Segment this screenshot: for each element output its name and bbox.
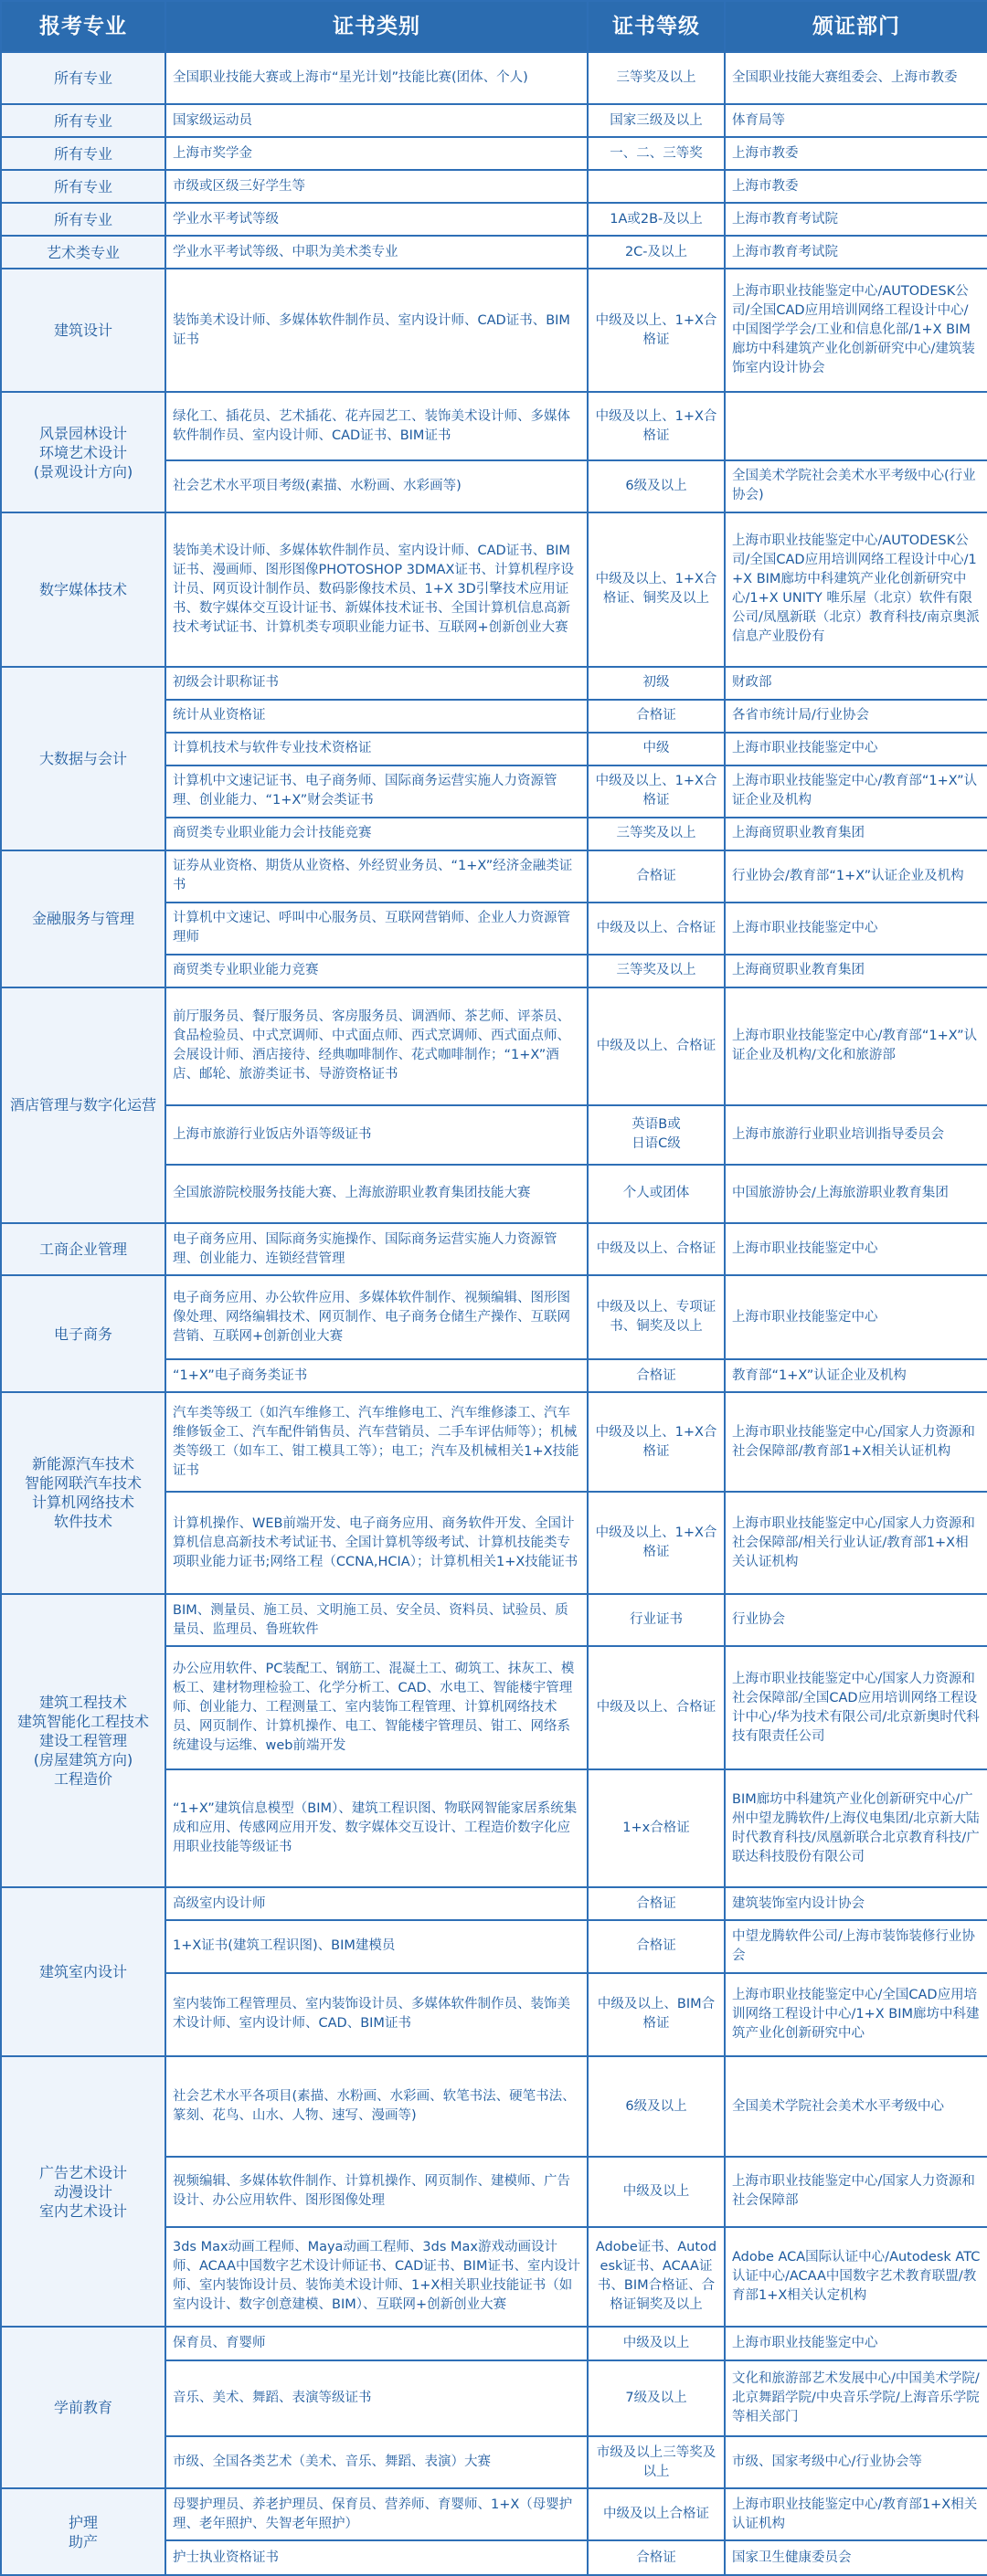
cell-cert-type: 初级会计职称证书 — [165, 667, 588, 700]
cell-issuer: 中国旅游协会/上海旅游职业教育集团 — [725, 1165, 987, 1224]
cell-cert-type: 1+X证书(建筑工程识图)、BIM建模员 — [165, 1920, 588, 1972]
cell-cert-type: 国家级运动员 — [165, 104, 588, 137]
cell-cert-level: 2C-及以上 — [588, 236, 725, 269]
table-row — [1, 1223, 987, 1275]
table-row — [1, 104, 987, 137]
cell-cert-level: 中级及以上、1+X合格证 — [588, 765, 725, 818]
cell-cert-type: 商贸类专业职业能力竞赛 — [165, 955, 588, 987]
cell-cert-level: 中级 — [588, 733, 725, 765]
table-row — [1, 2488, 987, 2540]
cell-issuer: 上海市职业技能鉴定中心/教育部“1+X”认证企业及机构/文化和旅游部 — [725, 987, 987, 1105]
table-row — [1, 1887, 987, 1920]
cell-cert-level: Adobe证书、Autodesk证书、ACAA证书、BIM合格证、合格证铜奖及以上 — [588, 2227, 725, 2327]
table-row — [1, 52, 987, 104]
table-body — [1, 52, 987, 2575]
cell-cert-level: 中级及以上 — [588, 2327, 725, 2360]
cell-cert-type: 室内装饰工程管理员、室内装饰设计员、多媒体软件制作员、装饰美术设计师、室内设计师、CAD、BIM证书 — [165, 1973, 588, 2057]
cell-cert-type: 护士执业资格证书 — [165, 2540, 588, 2575]
cell-cert-type: “1+X”电子商务类证书 — [165, 1359, 588, 1392]
cell-cert-type: 全国职业技能大赛或上海市“星光计划”技能比赛(团体、个人) — [165, 52, 588, 104]
cell-cert-type: 装饰美术设计师、多媒体软件制作员、室内设计师、CAD证书、BIM证书、漫画师、图形图像PHOTOSHOP 3DMAX证书、计算机程序设计员、网页设计制作员、数码影像技术员、1+X 3D引擎技术应用证书、数字媒体交互设计证书、新媒体技术证书、全国计算机信息高新技术考试证书、计算机类专项职业能力证书、互联网+创新创业大赛 — [165, 512, 588, 667]
cell-issuer: 体育局等 — [725, 104, 987, 137]
cell-major: 建筑工程技术 建筑智能化工程技术 建设工程管理 (房屋建筑方向) 工程造价 — [1, 1594, 165, 1887]
cell-major: 金融服务与管理 — [1, 850, 165, 987]
cell-major: 所有专业 — [1, 52, 165, 104]
cell-cert-type: 社会艺术水平各项目(素描、水粉画、水彩画、软笔书法、硬笔书法、篆刻、花鸟、山水、人物、速写、漫画等) — [165, 2056, 588, 2156]
cell-issuer: 全国美术学院社会美术水平考级中心 — [725, 2056, 987, 2156]
table-row — [1, 1392, 987, 1492]
table-row — [1, 269, 987, 392]
cell-cert-type: 计算机中文速记证书、电子商务师、国际商务运营实施人力资源管理、创业能力、“1+X”财会类证书 — [165, 765, 588, 818]
cell-issuer: 教育部“1+X”认证企业及机构 — [725, 1359, 987, 1392]
table-row — [1, 512, 987, 667]
cell-issuer: 上海市旅游行业职业培训指导委员会 — [725, 1105, 987, 1165]
cell-cert-type: 高级室内设计师 — [165, 1887, 588, 1920]
cell-cert-level: 中级及以上、1+X合格证 — [588, 1392, 725, 1492]
cell-issuer: 上海市职业技能鉴定中心/AUTODESK公司/全国CAD应用培训网络工程设计中心/中国图学学会/工业和信息化部/1+X BIM廊坊中科建筑产业化创新研究中心/建筑装饰室内设计协会 — [725, 269, 987, 392]
cell-cert-level: 三等奖及以上 — [588, 818, 725, 850]
cell-major: 电子商务 — [1, 1275, 165, 1392]
cell-issuer: 上海市职业技能鉴定中心 — [725, 903, 987, 955]
cell-issuer: 市级、国家考级中心/行业协会等 — [725, 2436, 987, 2488]
cell-issuer: BIM廊坊中科建筑产业化创新研究中心/广州中望龙腾软件/上海仪电集团/北京新大陆时代教育科技/凤凰新联合北京教育科技/广联达科技股份有限公司 — [725, 1769, 987, 1887]
cell-issuer: 全国美术学院社会美术水平考级中心(行业协会) — [725, 460, 987, 512]
cell-major: 所有专业 — [1, 203, 165, 236]
cell-cert-level: 初级 — [588, 667, 725, 700]
cell-issuer: 上海市教委 — [725, 137, 987, 170]
cell-major: 工商企业管理 — [1, 1223, 165, 1275]
cell-major: 学前教育 — [1, 2327, 165, 2488]
cell-cert-type: 学业水平考试等级、中职为美术类专业 — [165, 236, 588, 269]
cell-issuer: 建筑装饰室内设计协会 — [725, 1887, 987, 1920]
cell-cert-level: 中级及以上、1+X合格证 — [588, 392, 725, 459]
table-row — [1, 1275, 987, 1359]
cell-issuer: 上海市职业技能鉴定中心/国家人力资源和社会保障部/相关行业认证/教育部1+X相关认证机构 — [725, 1492, 987, 1594]
cell-cert-type: 统计从业资格证 — [165, 700, 588, 733]
cell-cert-level: 合格证 — [588, 700, 725, 733]
cell-cert-type: 上海市旅游行业饭店外语等级证书 — [165, 1105, 588, 1165]
cell-cert-level: 中级及以上、专项证书、铜奖及以上 — [588, 1275, 725, 1359]
cell-cert-type: 音乐、美术、舞蹈、表演等级证书 — [165, 2360, 588, 2436]
cell-cert-level: 中级及以上、合格证 — [588, 1646, 725, 1769]
header-cert-level: 证书等级 — [588, 1, 725, 52]
cell-issuer: 上海市职业技能鉴定中心/教育部“1+X”认证企业及机构 — [725, 765, 987, 818]
cell-cert-level: 中级及以上、合格证 — [588, 903, 725, 955]
cell-issuer — [725, 392, 987, 459]
cell-cert-level: 1A或2B-及以上 — [588, 203, 725, 236]
cell-cert-level: 合格证 — [588, 1887, 725, 1920]
cell-cert-level: 三等奖及以上 — [588, 52, 725, 104]
cell-cert-level: 中级及以上、1+X合格证、铜奖及以上 — [588, 512, 725, 667]
cell-major: 护理 助产 — [1, 2488, 165, 2575]
cell-issuer: 国家卫生健康委员会 — [725, 2540, 987, 2575]
cell-cert-level: 行业证书 — [588, 1594, 725, 1646]
cell-cert-level: 中级及以上、1+X合格证 — [588, 269, 725, 392]
header-issuer: 颁证部门 — [725, 1, 987, 52]
table-row — [1, 236, 987, 269]
table-row — [1, 1594, 987, 1646]
cell-cert-type: 市级或区级三好学生等 — [165, 170, 588, 203]
cell-issuer: 上海市教委 — [725, 170, 987, 203]
cell-issuer: 行业协会/教育部“1+X”认证企业及机构 — [725, 850, 987, 903]
cell-issuer: 上海市职业技能鉴定中心 — [725, 1275, 987, 1359]
cell-cert-level: 合格证 — [588, 2540, 725, 2575]
cell-cert-type: 保育员、育婴师 — [165, 2327, 588, 2360]
cell-cert-type: 电子商务应用、办公软件应用、多媒体软件制作、视频编辑、图形图像处理、网络编辑技术、网页制作、电子商务仓储生产操作、互联网营销、互联网+创新创业大赛 — [165, 1275, 588, 1359]
cell-cert-level: 三等奖及以上 — [588, 955, 725, 987]
cell-issuer: 上海市职业技能鉴定中心/国家人力资源和社会保障部/全国CAD应用培训网络工程设计中心/华为技术有限公司/北京新奥时代科技有限责任公司 — [725, 1646, 987, 1769]
cell-issuer: 财政部 — [725, 667, 987, 700]
cell-cert-type: 办公应用软件、PC装配工、钢筋工、混凝土工、砌筑工、抹灰工、模板工、建材物理检验工、化学分析工、CAD、水电工、智能楼宇管理师、创业能力、工程测量工、室内装饰工程管理、计算机网络技术员、网页制作、计算机操作、电工、智能楼宇管理员、钳工、网络系统建设与运维、web前端开发 — [165, 1646, 588, 1769]
cell-cert-type: “1+X”建筑信息模型（BIM）、建筑工程识图、物联网智能家居系统集成和应用、传感网应用开发、数字媒体交互设计、工程造价数字化应用职业技能等级证书 — [165, 1769, 588, 1887]
cell-cert-level: 中级及以上、合格证 — [588, 987, 725, 1105]
table-row — [1, 203, 987, 236]
cell-issuer: 上海市教育考试院 — [725, 203, 987, 236]
cell-cert-type: 计算机操作、WEB前端开发、电子商务应用、商务软件开发、全国计算机信息高新技术考试证书、全国计算机等级考试、计算机技能类专项职业能力证书;网络工程（CCNA,HCIA）；计算机相关1+X技能证书 — [165, 1492, 588, 1594]
table-header-row — [1, 1, 987, 52]
cell-major: 建筑设计 — [1, 269, 165, 392]
cell-issuer: 上海市职业技能鉴定中心 — [725, 2327, 987, 2360]
cell-cert-level: 合格证 — [588, 1359, 725, 1392]
header-major: 报考专业 — [1, 1, 165, 52]
cell-issuer: 上海市职业技能鉴定中心 — [725, 733, 987, 765]
cell-cert-type: 视频编辑、多媒体软件制作、计算机操作、网页制作、建模师、广告设计、办公应用软件、图形图像处理 — [165, 2157, 588, 2227]
cell-cert-type: 汽车类等级工（如汽车维修工、汽车维修电工、汽车维修漆工、汽车维修钣金工、汽车配件销售员、汽车营销员、二手车评估师等）；机械类等级工（如车工、钳工模具工等）；电工；汽车及机械相关1+X技能证书 — [165, 1392, 588, 1492]
cell-cert-level: 1+x合格证 — [588, 1769, 725, 1887]
cell-cert-type: 3ds Max动画工程师、Maya动画工程师、3ds Max游戏动画设计师、ACAA中国数字艺术设计师证书、CAD证书、BIM证书、室内设计师、室内装饰设计员、装饰美术设计师、1+X相关职业技能证书（如室内设计、数字创意建模、BIM）、互联网+创新创业大赛 — [165, 2227, 588, 2327]
cell-major: 所有专业 — [1, 137, 165, 170]
cell-issuer: 上海商贸职业教育集团 — [725, 955, 987, 987]
cell-issuer: 各省市统计局/行业协会 — [725, 700, 987, 733]
cell-issuer: 上海市职业技能鉴定中心/教育部1+X相关认证机构 — [725, 2488, 987, 2540]
cell-cert-level: 中级及以上、1+X合格证 — [588, 1492, 725, 1594]
table-row — [1, 850, 987, 903]
cell-cert-type: BIM、测量员、施工员、文明施工员、安全员、资料员、试验员、质量员、监理员、鲁班软件 — [165, 1594, 588, 1646]
cell-cert-type: 学业水平考试等级 — [165, 203, 588, 236]
cell-cert-type: 前厅服务员、餐厅服务员、客房服务员、调酒师、茶艺师、评茶员、食品检验员、中式烹调师、中式面点师、西式烹调师、西式面点师、会展设计师、酒店接待、经典咖啡制作、花式咖啡制作；“1+X”酒店、邮轮、旅游类证书、导游资格证书 — [165, 987, 588, 1105]
cell-cert-level: 7级及以上 — [588, 2360, 725, 2436]
cell-cert-type: 社会艺术水平项目考级(素描、水粉画、水彩画等) — [165, 460, 588, 512]
cell-cert-type: 电子商务应用、国际商务实施操作、国际商务运营实施人力资源管理、创业能力、连锁经营管理 — [165, 1223, 588, 1275]
cell-cert-type: 装饰美术设计师、多媒体软件制作员、室内设计师、CAD证书、BIM证书 — [165, 269, 588, 392]
table-row — [1, 2327, 987, 2360]
cell-issuer: Adobe ACA国际认证中心/Autodesk ATC认证中心/ACAA中国数字艺术教育联盟/教育部1+X相关认定机构 — [725, 2227, 987, 2327]
table-row — [1, 987, 987, 1105]
cell-issuer: 上海市职业技能鉴定中心 — [725, 1223, 987, 1275]
cell-issuer: 上海市教育考试院 — [725, 236, 987, 269]
cell-issuer: 行业协会 — [725, 1594, 987, 1646]
cell-cert-type: 计算机技术与软件专业技术资格证 — [165, 733, 588, 765]
table-row — [1, 137, 987, 170]
cell-major: 大数据与会计 — [1, 667, 165, 850]
header-cert-type: 证书类别 — [165, 1, 588, 52]
cell-cert-level: 中级及以上、合格证 — [588, 1223, 725, 1275]
cell-cert-level: 国家三级及以上 — [588, 104, 725, 137]
cell-cert-type: 证券从业资格、期货从业资格、外经贸业务员、“1+X”经济金融类证书 — [165, 850, 588, 903]
cell-cert-level: 中级及以上、BIM合格证 — [588, 1973, 725, 2057]
cell-issuer: 文化和旅游部艺术发展中心/中国美术学院/北京舞蹈学院/中央音乐学院/上海音乐学院等相关部门 — [725, 2360, 987, 2436]
cell-cert-level: 合格证 — [588, 850, 725, 903]
cell-cert-level: 一、二、三等奖 — [588, 137, 725, 170]
table-row — [1, 667, 987, 700]
cell-major: 艺术类专业 — [1, 236, 165, 269]
cell-cert-type: 市级、全国各类艺术（美术、音乐、舞蹈、表演）大赛 — [165, 2436, 588, 2488]
cell-issuer: 上海商贸职业教育集团 — [725, 818, 987, 850]
cell-issuer: 上海市职业技能鉴定中心/全国CAD应用培训网络工程设计中心/1+X BIM廊坊中科建筑产业化创新研究中心 — [725, 1973, 987, 2057]
cell-cert-type: 计算机中文速记、呼叫中心服务员、互联网营销师、企业人力资源管理师 — [165, 903, 588, 955]
cell-major: 所有专业 — [1, 104, 165, 137]
table-row — [1, 2056, 987, 2156]
cell-major: 风景园林设计 环境艺术设计 (景观设计方向) — [1, 392, 165, 512]
cell-issuer: 上海市职业技能鉴定中心/AUTODESK公司/全国CAD应用培训网络工程设计中心/1+X BIM廊坊中科建筑产业化创新研究中心/1+X UNITY 唯乐屋（北京）软件有限公司/凤凰新联（北京）教育科技/南京奥派信息产业股份有 — [725, 512, 987, 667]
cell-cert-level — [588, 170, 725, 203]
cell-cert-type: 母婴护理员、养老护理员、保育员、营养师、育婴师、1+X（母婴护理、老年照护、失智老年照护） — [165, 2488, 588, 2540]
cell-cert-type: 上海市奖学金 — [165, 137, 588, 170]
cell-major: 建筑室内设计 — [1, 1887, 165, 2056]
cell-major: 酒店管理与数字化运营 — [1, 987, 165, 1223]
table-row — [1, 392, 987, 459]
cell-major: 新能源汽车技术 智能网联汽车技术 计算机网络技术 软件技术 — [1, 1392, 165, 1594]
cell-issuer: 中望龙腾软件公司/上海市装饰装修行业协会 — [725, 1920, 987, 1972]
cell-major: 数字媒体技术 — [1, 512, 165, 667]
cell-cert-level: 6级及以上 — [588, 460, 725, 512]
cell-cert-level: 6级及以上 — [588, 2056, 725, 2156]
cell-cert-type: 商贸类专业职业能力会计技能竞赛 — [165, 818, 588, 850]
cell-cert-level: 英语B或 日语C级 — [588, 1105, 725, 1165]
table-row — [1, 170, 987, 203]
cell-major: 所有专业 — [1, 170, 165, 203]
cell-cert-level: 中级及以上 — [588, 2157, 725, 2227]
cell-cert-level: 中级及以上合格证 — [588, 2488, 725, 2540]
cell-cert-type: 绿化工、插花员、艺术插花、花卉园艺工、装饰美术设计师、多媒体软件制作员、室内设计师、CAD证书、BIM证书 — [165, 392, 588, 459]
cell-cert-level: 个人或团体 — [588, 1165, 725, 1224]
cell-issuer: 上海市职业技能鉴定中心/国家人力资源和社会保障部/教育部1+X相关认证机构 — [725, 1392, 987, 1492]
cell-major: 广告艺术设计 动漫设计 室内艺术设计 — [1, 2056, 165, 2326]
cell-issuer: 全国职业技能大赛组委会、上海市教委 — [725, 52, 987, 104]
cell-cert-type: 全国旅游院校服务技能大赛、上海旅游职业教育集团技能大赛 — [165, 1165, 588, 1224]
cell-cert-level: 市级及以上三等奖及以上 — [588, 2436, 725, 2488]
cell-cert-level: 合格证 — [588, 1920, 725, 1972]
cell-issuer: 上海市职业技能鉴定中心/国家人力资源和社会保障部 — [725, 2157, 987, 2227]
